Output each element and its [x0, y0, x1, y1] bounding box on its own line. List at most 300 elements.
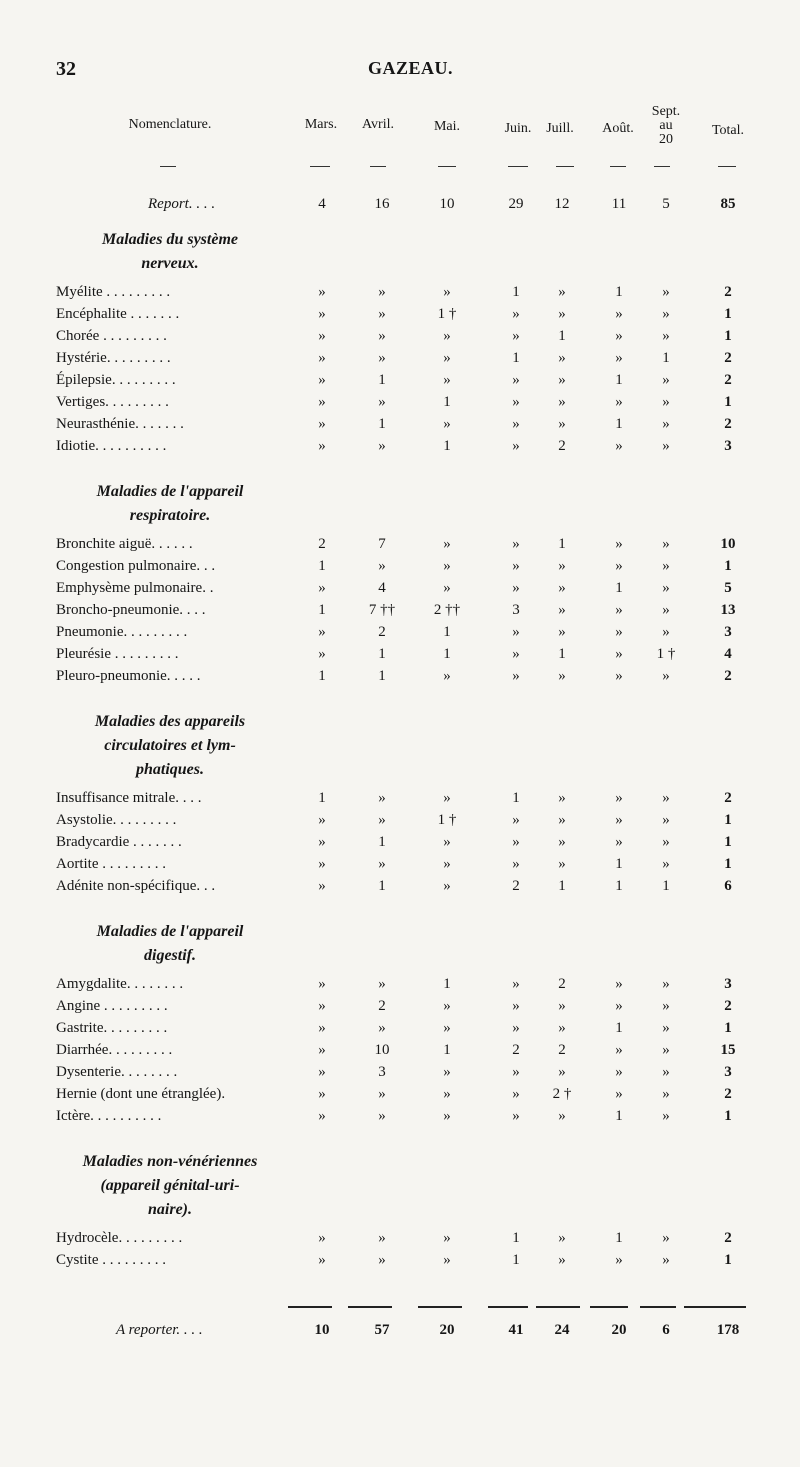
table-row-juin: »	[512, 1020, 520, 1036]
table-row-avril: 1	[378, 878, 386, 894]
table-row-total: 2	[724, 284, 732, 300]
table-row-juill: »	[558, 998, 566, 1014]
table-row-avril: »	[378, 1020, 386, 1036]
table-row-juin: »	[512, 394, 520, 410]
table-row-avril: 10	[374, 1042, 390, 1058]
table-row-juill: »	[558, 668, 566, 684]
table-row-sept: »	[662, 580, 670, 596]
report-row-mai: 10	[439, 196, 455, 212]
table-row-label: Dysenterie. . . . . . . .	[56, 1064, 178, 1080]
table-row-juill: »	[558, 1020, 566, 1036]
table-row-sept: »	[662, 834, 670, 850]
section-title	[54, 1150, 286, 1222]
table-row-juill: »	[558, 372, 566, 388]
table-row-aout: »	[615, 976, 623, 992]
table-row-juin: »	[512, 416, 520, 432]
table-row-juin: »	[512, 536, 520, 552]
table-row-label: Aortite . . . . . . . . .	[56, 856, 166, 872]
col-header-sept-line3: 20	[659, 132, 673, 147]
table-row-mai: »	[443, 834, 451, 850]
table-row-mars: »	[318, 878, 326, 894]
section-title-line: Maladies de l'appareil	[96, 923, 244, 940]
col-header-juill: Juill.	[546, 121, 574, 136]
table-row-juin: »	[512, 976, 520, 992]
table-row-aout: 1	[615, 1230, 623, 1246]
table-row-juill: »	[558, 834, 566, 850]
table-row-mars: »	[318, 328, 326, 344]
col-header-aout: Août.	[602, 121, 634, 136]
table-row-avril: »	[378, 1252, 386, 1268]
section-title	[54, 480, 286, 528]
table-row-juin: »	[512, 306, 520, 322]
table-row-avril: 2	[378, 998, 386, 1014]
section-title-line: circulatoires et lym-	[104, 737, 236, 754]
table-row-total: 2	[724, 372, 732, 388]
header-dash	[370, 166, 386, 167]
table-row-mai: »	[443, 350, 451, 366]
table-row-sept: »	[662, 856, 670, 872]
table-row-juill: »	[558, 856, 566, 872]
table-row-juill: »	[558, 624, 566, 640]
table-row-avril: »	[378, 394, 386, 410]
table-row-label: Chorée . . . . . . . . .	[56, 328, 167, 344]
table-row-mai: 1	[443, 624, 451, 640]
report-row-avril: 16	[374, 196, 390, 212]
table-row-juill: »	[558, 1064, 566, 1080]
table-row-aout: »	[615, 558, 623, 574]
table-row-avril: »	[378, 558, 386, 574]
report-row-total: 85	[720, 196, 736, 212]
table-row-sept: »	[662, 1020, 670, 1036]
table-row-sept: 1	[662, 878, 670, 894]
table-row-mai: »	[443, 790, 451, 806]
table-row-sept: »	[662, 416, 670, 432]
table-row-total: 1	[724, 394, 732, 410]
table-row-avril: »	[378, 790, 386, 806]
table-row-mai: 1	[443, 394, 451, 410]
header-dash	[718, 166, 736, 167]
table-row-mars: 1	[318, 668, 326, 684]
col-header-sept-line2: au	[659, 118, 673, 133]
table-row-mai: »	[443, 1230, 451, 1246]
table-row-avril: »	[378, 306, 386, 322]
report-row-juill: 12	[554, 196, 570, 212]
table-row-avril: 1	[378, 834, 386, 850]
table-row-juin: »	[512, 1108, 520, 1124]
table-row-juin: »	[512, 834, 520, 850]
header-dash	[438, 166, 456, 167]
table-row-juin: »	[512, 558, 520, 574]
table-row-aout: »	[615, 306, 623, 322]
table-row-label: Hydrocèle. . . . . . . . .	[56, 1230, 183, 1246]
table-row-sept: »	[662, 394, 670, 410]
a-reporter-row-aout: 20	[611, 1322, 627, 1338]
table-row-juin: 1	[512, 350, 520, 366]
page-number: 32	[56, 58, 76, 80]
table-row-juill: »	[558, 306, 566, 322]
section-title-line: respiratoire.	[129, 507, 211, 524]
table-row-mai: 1	[443, 976, 451, 992]
table-row-juin: »	[512, 1086, 520, 1102]
table-row-total: 3	[724, 438, 732, 454]
table-row-label: Emphysème pulmonaire. .	[56, 580, 214, 596]
table-row-label: Idiotie. . . . . . . . . .	[56, 438, 167, 454]
table-row-avril: »	[378, 1108, 386, 1124]
table-row-label: Neurasthénie. . . . . . .	[56, 416, 184, 432]
table-row-mai: »	[443, 328, 451, 344]
table-row-total: 5	[724, 580, 732, 596]
table-row-avril: »	[378, 1230, 386, 1246]
section-title-line: Maladies non-vénériennes	[82, 1153, 258, 1170]
total-rule	[590, 1306, 628, 1308]
table-row-aout: 1	[615, 856, 623, 872]
section-title-line: naire).	[148, 1201, 192, 1218]
table-row-avril: 7	[378, 536, 386, 552]
table-row-total: 1	[724, 1108, 732, 1124]
table-row-total: 1	[724, 328, 732, 344]
col-header-total: Total.	[711, 123, 745, 138]
a-reporter-row-sept: 6	[662, 1322, 670, 1338]
table-row-aout: »	[615, 812, 623, 828]
table-row-juin: »	[512, 1064, 520, 1080]
table-row-sept: »	[662, 998, 670, 1014]
table-row-mars: »	[318, 1020, 326, 1036]
table-row-juill: 1	[558, 536, 566, 552]
table-row-sept: »	[662, 812, 670, 828]
table-row-mars: »	[318, 834, 326, 850]
table-row-aout: »	[615, 834, 623, 850]
table-row-mars: »	[318, 580, 326, 596]
table-row-aout: 1	[615, 1108, 623, 1124]
table-row-total: 3	[724, 976, 732, 992]
header-dash	[508, 166, 528, 167]
table-row-juill: »	[558, 416, 566, 432]
table-row-mars: »	[318, 856, 326, 872]
table-row-aout: »	[615, 350, 623, 366]
table-row-juill: »	[558, 602, 566, 618]
table-row-juill: 1	[558, 646, 566, 662]
table-row-juin: 3	[512, 602, 520, 618]
table-row-juill: 1	[558, 328, 566, 344]
col-header-juin: Juin.	[504, 121, 532, 136]
table-row-juill: »	[558, 284, 566, 300]
table-row-juill: 2	[558, 438, 566, 454]
total-rule	[684, 1306, 746, 1308]
table-row-sept: »	[662, 624, 670, 640]
table-row-label: Bronchite aiguë. . . . . .	[56, 536, 193, 552]
total-rule	[640, 1306, 676, 1308]
table-row-label: Ictère. . . . . . . . . .	[56, 1108, 162, 1124]
table-row-juill: »	[558, 580, 566, 596]
table-row-mars: »	[318, 1042, 326, 1058]
col-header-sept	[644, 105, 688, 147]
table-row-juill: »	[558, 790, 566, 806]
table-row-juill: »	[558, 1230, 566, 1246]
table-row-juill: 1	[558, 878, 566, 894]
header-dash	[654, 166, 670, 167]
table-row-mars: »	[318, 1108, 326, 1124]
section-title-line: Maladies des appareils	[94, 713, 246, 730]
table-row-label: Broncho-pneumonie. . . .	[56, 602, 206, 618]
section-title-line: nerveux.	[141, 255, 199, 272]
col-header-avril: Avril.	[361, 117, 394, 132]
section-title-line: digestif.	[144, 947, 196, 964]
table-row-total: 2	[724, 416, 732, 432]
col-header-mai: Mai.	[433, 119, 461, 134]
table-row-mars: »	[318, 416, 326, 432]
report-row-aout: 11	[611, 196, 627, 212]
table-row-avril: »	[378, 350, 386, 366]
table-row-avril: »	[378, 328, 386, 344]
section-title	[54, 228, 286, 276]
table-row-aout: 1	[615, 416, 623, 432]
table-row-aout: 1	[615, 284, 623, 300]
table-row-juill: »	[558, 394, 566, 410]
table-row-aout: »	[615, 602, 623, 618]
table-row-mai: »	[443, 1108, 451, 1124]
table-row-label: Pleuro-pneumonie. . . . .	[56, 668, 201, 684]
table-row-label: Vertiges. . . . . . . . .	[56, 394, 169, 410]
table-row-mars: »	[318, 1230, 326, 1246]
table-row-mars: 1	[318, 790, 326, 806]
a-reporter-row-juill: 24	[554, 1322, 570, 1338]
table-row-label: Cystite . . . . . . . . .	[56, 1252, 167, 1268]
table-row-label: Hernie (dont une étranglée).	[56, 1086, 226, 1102]
table-row-aout: 1	[615, 1020, 623, 1036]
table-row-total: 4	[724, 646, 732, 662]
table-row-mai: 1 †	[437, 812, 457, 828]
table-row-juin: »	[512, 812, 520, 828]
table-row-mai: 1	[443, 646, 451, 662]
table-row-sept: »	[662, 372, 670, 388]
table-row-mai: »	[443, 668, 451, 684]
report-row-mars: 4	[318, 196, 326, 212]
table-row-mars: »	[318, 976, 326, 992]
table-row-mai: 1	[443, 1042, 451, 1058]
table-row-total: 1	[724, 834, 732, 850]
a-reporter-row-mai: 20	[439, 1322, 455, 1338]
table-row-mars: »	[318, 350, 326, 366]
table-row-juill: »	[558, 1252, 566, 1268]
table-row-total: 1	[724, 558, 732, 574]
total-rule	[348, 1306, 392, 1308]
table-row-label: Congestion pulmonaire. . .	[56, 558, 216, 574]
table-row-total: 2	[724, 1086, 732, 1102]
table-row-mai: 1	[443, 438, 451, 454]
table-row-total: 6	[724, 878, 732, 894]
table-row-mai: »	[443, 1086, 451, 1102]
col-header-sept-line1: Sept.	[651, 104, 681, 119]
table-row-avril: »	[378, 438, 386, 454]
table-row-mars: 2	[318, 536, 326, 552]
table-row-total: 1	[724, 306, 732, 322]
table-row-aout: »	[615, 1252, 623, 1268]
total-rule	[536, 1306, 580, 1308]
section-title-line: phatiques.	[135, 761, 204, 778]
total-rule	[288, 1306, 332, 1308]
table-row-label: Asystolie. . . . . . . . .	[56, 812, 177, 828]
section-title-line: Maladies de l'appareil	[96, 483, 244, 500]
table-row-mai: »	[443, 856, 451, 872]
table-row-avril: »	[378, 284, 386, 300]
table-row-juill: »	[558, 558, 566, 574]
table-row-aout: 1	[615, 372, 623, 388]
table-row-juill: »	[558, 812, 566, 828]
table-row-avril: 7 ††	[368, 602, 396, 618]
report-row-sept: 5	[662, 196, 670, 212]
table-row-mars: »	[318, 1252, 326, 1268]
table-row-avril: »	[378, 812, 386, 828]
table-row-label: Insuffisance mitrale. . . .	[56, 790, 202, 806]
table-row-juin: »	[512, 328, 520, 344]
table-row-juill: 2 †	[552, 1086, 572, 1102]
table-row-mai: »	[443, 878, 451, 894]
table-row-mai: »	[443, 1020, 451, 1036]
table-row-aout: »	[615, 394, 623, 410]
table-row-label: Épilepsie. . . . . . . . .	[56, 372, 176, 388]
table-row-mars: »	[318, 1086, 326, 1102]
table-row-total: 2	[724, 668, 732, 684]
table-row-total: 3	[724, 1064, 732, 1080]
table-row-avril: »	[378, 856, 386, 872]
header-dash	[160, 166, 176, 167]
table-row-label: Encéphalite . . . . . . .	[56, 306, 180, 322]
table-row-juin: »	[512, 624, 520, 640]
col-header-nomenclature: Nomenclature.	[128, 117, 212, 132]
table-row-aout: »	[615, 1064, 623, 1080]
table-row-aout: »	[615, 536, 623, 552]
table-row-total: 2	[724, 1230, 732, 1246]
table-row-mars: »	[318, 812, 326, 828]
table-row-juin: 1	[512, 1230, 520, 1246]
table-row-juin: 2	[512, 1042, 520, 1058]
table-row-mai: »	[443, 558, 451, 574]
table-row-juin: »	[512, 668, 520, 684]
section-title-line: (appareil génital-uri-	[100, 1177, 240, 1194]
table-row-mars: »	[318, 1064, 326, 1080]
table-row-label: Amygdalite. . . . . . . .	[56, 976, 184, 992]
table-row-mai: »	[443, 998, 451, 1014]
table-row-sept: »	[662, 1108, 670, 1124]
table-row-mars: »	[318, 624, 326, 640]
table-row-sept: »	[662, 602, 670, 618]
a-reporter-row-label: A reporter. . . .	[116, 1322, 203, 1338]
report-row-label: Report. . . .	[148, 196, 216, 212]
table-row-mars: 1	[318, 602, 326, 618]
table-row-mars: »	[318, 284, 326, 300]
table-row-sept: »	[662, 790, 670, 806]
table-row-mars: »	[318, 306, 326, 322]
table-row-mars: »	[318, 998, 326, 1014]
running-title: GAZEAU.	[368, 58, 454, 78]
table-row-total: 1	[724, 1252, 732, 1268]
table-row-label: Pneumonie. . . . . . . . .	[56, 624, 188, 640]
table-row-total: 1	[724, 1020, 732, 1036]
table-row-label: Adénite non-spécifique. . .	[56, 878, 216, 894]
a-reporter-row-total: 178	[716, 1322, 740, 1338]
table-row-juill: »	[558, 350, 566, 366]
table-row-sept: 1	[662, 350, 670, 366]
section-title-line: Maladies du système	[102, 231, 238, 248]
table-row-avril: 1	[378, 372, 386, 388]
table-row-juin: »	[512, 580, 520, 596]
section-title	[54, 920, 286, 968]
table-row-mai: »	[443, 372, 451, 388]
table-row-avril: »	[378, 1086, 386, 1102]
table-row-aout: »	[615, 438, 623, 454]
table-row-mai: »	[443, 284, 451, 300]
table-row-avril: 3	[378, 1064, 386, 1080]
table-row-sept: »	[662, 976, 670, 992]
table-row-sept: »	[662, 1230, 670, 1246]
table-row-juin: 1	[512, 790, 520, 806]
table-row-mai: 1 †	[437, 306, 457, 322]
table-row-total: 15	[720, 1042, 736, 1058]
table-row-sept: »	[662, 438, 670, 454]
table-row-aout: »	[615, 668, 623, 684]
table-row-total: 13	[720, 602, 736, 618]
table-row-aout: »	[615, 624, 623, 640]
table-row-juin: »	[512, 998, 520, 1014]
table-row-juill: 2	[558, 1042, 566, 1058]
table-row-aout: »	[615, 328, 623, 344]
table-row-mai: »	[443, 416, 451, 432]
table-row-mai: »	[443, 536, 451, 552]
table-row-mai: »	[443, 580, 451, 596]
table-row-mars: »	[318, 372, 326, 388]
section-title	[54, 710, 286, 782]
table-row-aout: »	[615, 1042, 623, 1058]
report-row-juin: 29	[508, 196, 524, 212]
table-row-sept: »	[662, 558, 670, 574]
table-row-mai: »	[443, 1252, 451, 1268]
table-row-label: Gastrite. . . . . . . . .	[56, 1020, 168, 1036]
table-row-aout: »	[615, 998, 623, 1014]
table-row-label: Pleurésie . . . . . . . . .	[56, 646, 179, 662]
table-row-juill: »	[558, 1108, 566, 1124]
table-row-avril: 4	[378, 580, 386, 596]
table-row-juin: »	[512, 856, 520, 872]
table-row-label: Diarrhée. . . . . . . . .	[56, 1042, 173, 1058]
table-row-sept: »	[662, 328, 670, 344]
a-reporter-row-avril: 57	[374, 1322, 390, 1338]
table-row-aout: »	[615, 1086, 623, 1102]
table-row-sept: »	[662, 1042, 670, 1058]
col-header-mars: Mars.	[304, 117, 338, 132]
table-row-mars: »	[318, 438, 326, 454]
table-row-aout: 1	[615, 878, 623, 894]
table-row-juin: 2	[512, 878, 520, 894]
table-row-juin: 1	[512, 1252, 520, 1268]
a-reporter-row-mars: 10	[314, 1322, 330, 1338]
total-rule	[418, 1306, 462, 1308]
table-row-sept: »	[662, 1064, 670, 1080]
table-row-mars: 1	[318, 558, 326, 574]
table-row-sept: »	[662, 284, 670, 300]
table-row-avril: 2	[378, 624, 386, 640]
table-row-avril: »	[378, 976, 386, 992]
table-row-juin: »	[512, 646, 520, 662]
table-row-sept: 1 †	[656, 646, 676, 662]
table-row-aout: »	[615, 790, 623, 806]
table-row-aout: 1	[615, 580, 623, 596]
table-row-sept: »	[662, 306, 670, 322]
table-row-label: Hystérie. . . . . . . . .	[56, 350, 171, 366]
table-row-total: 2	[724, 998, 732, 1014]
table-row-sept: »	[662, 668, 670, 684]
table-row-label: Angine . . . . . . . . .	[56, 998, 168, 1014]
table-row-mai: »	[443, 1064, 451, 1080]
